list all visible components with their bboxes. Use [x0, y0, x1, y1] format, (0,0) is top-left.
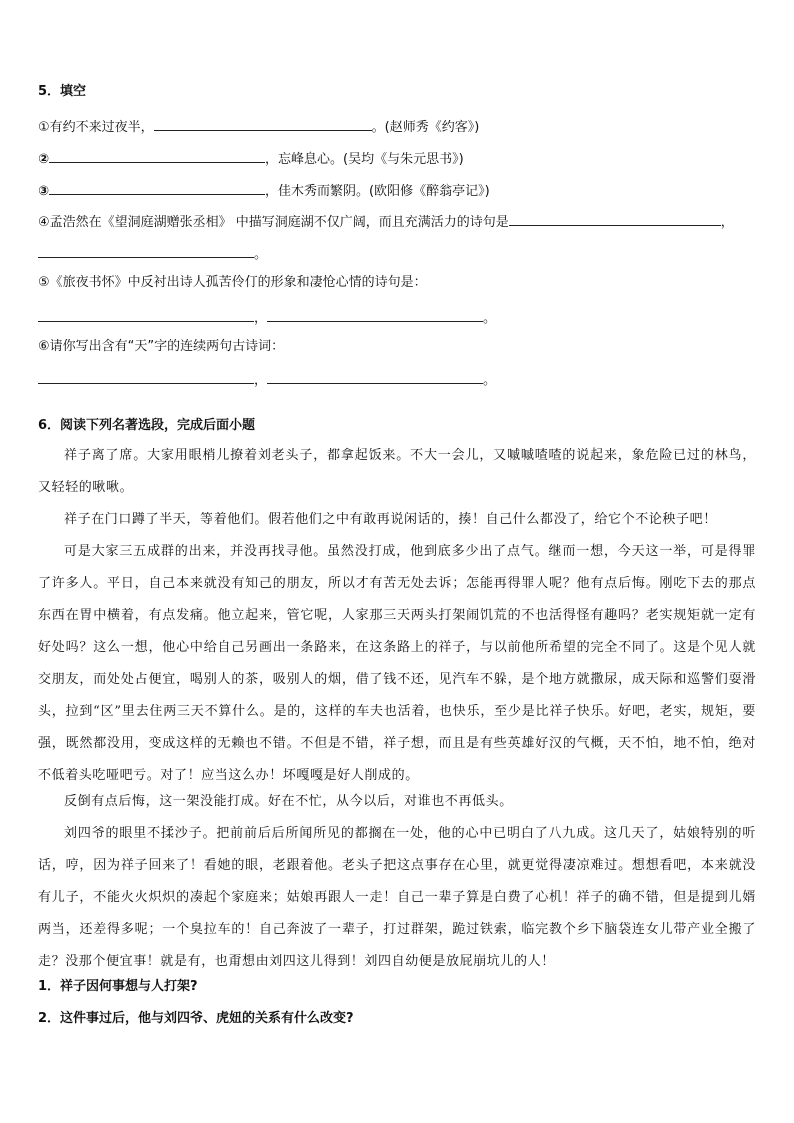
q5-item-4-end: 。 [254, 247, 268, 262]
q5-item-6-comma: ， [254, 373, 268, 388]
q5-item-1-blank[interactable] [154, 117, 372, 131]
q6-passage-p4: 反倒有点后悔，这一架没能打成。好在不忙，从今以后，对谁也不再低头。 [64, 794, 513, 809]
q5-item-5: ⑤《旅夜书怀》中反衬出诗人孤苦伶仃的形象和凄怆心情的诗句是： [38, 275, 427, 290]
q5-title: 5．填空 [38, 84, 87, 99]
q5-item-1 [38, 117, 479, 136]
q6-passage-p2: 祥子在门口蹲了半天，等着他们。假若他们之中有敢再说闲话的，揍！自己什么都没了，给它个不论秧子吧！ [64, 512, 717, 527]
q5-item-4 [38, 212, 734, 231]
q6-sub-question-1: 1．祥子因何事想与人打架? [38, 979, 198, 994]
q5-item-2-blank[interactable] [49, 149, 265, 163]
q5-item-5-answers [38, 308, 496, 327]
q5-item-2 [38, 149, 464, 168]
q5-item-3-number: ③ [38, 184, 50, 199]
q5-item-4-comma: ， [720, 215, 734, 230]
q5-item-2-number: ② [38, 152, 50, 167]
q6-sub-question-2: 2．这件事过后，他与刘四爷、虎妞的关系有什么改变? [38, 1011, 354, 1026]
q6-title: 6．阅读下列名著选段，完成后面小题 [38, 418, 256, 433]
q5-item-2-source: ，忘峰息心。(吴均《与朱元思书》) [265, 152, 464, 167]
q5-item-5-end: 。 [483, 311, 497, 326]
q5-item-4-cont [38, 244, 267, 263]
q5-item-3-source: ，佳木秀而繁阴。(欧阳修《醉翁亭记》) [265, 184, 490, 199]
q5-item-6-blank-a[interactable] [38, 370, 254, 384]
q5-item-3 [38, 181, 490, 200]
q5-item-5-blank-a[interactable] [38, 308, 254, 322]
q5-item-5-comma: ， [254, 311, 268, 326]
q6-passage-p3: 可是大家三五成群的出来，并没再找寻他。虽然没打成，他到底多少出了点气。继而一想，今天这一举，可是得罪了许多人。平日，自己本来就没有知己的朋友，所以才有苦无处去诉；怎能再得罪人呢？他有点后悔。刚吃下去的那点东西在胃中横着，有点发痛。他立起来，管它呢，人家那三天两头打架闹饥荒的不也活得怪有趣吗？老实规矩就一定有好处吗？这么一想，他心中给自己另画出一条路来，在这条路上的祥子，与以前他所希望的完全不同了。这是个见人就交朋友，而处处占便宜，喝别人的茶，吸别人的烟，借了钱不还，见汽车不躲，是个地方就撒尿，成天际和巡警们耍滑头，拉到“区”里去住两三天不算什么。是的，这样的车夫也活着，也快乐，至少是比祥子快乐。好吧，老实，规矩，要强，既然都没用，变成这样的无赖也不错。不但是不错，祥子想，而且是有些英雄好汉的气概，天不怕，地不怕，绝对不低着头吃哑吧亏。对了！应当这么办！坏嘎嘎是好人削成的。 [38, 544, 756, 783]
q5-item-6-answers [38, 370, 496, 389]
q5-item-6: ⑥请你写出含有“天”字的连续两句古诗词： [38, 339, 285, 354]
q5-item-4-blank-b[interactable] [38, 244, 254, 258]
q5-item-6-end: 。 [483, 373, 497, 388]
q6-passage-p5: 刘四爷的眼里不揉沙子。把前前后后所闻所见的都搁在一处，他的心中已明白了八九成。这几天了，姑娘特别的听话，哼，因为祥子回来了！看她的眼，老跟着他。老头子把这点事存在心里，就更觉得凄凉难过。想想看吧，本来就没有儿子，不能火火炽炽的凑起个家庭来；姑娘再跟人一走！自己一辈子算是白费了心机！祥子的确不错，但是提到儿婿两当，还差得多呢；一个臭拉车的！自己奔波了一辈子，打过群架，跪过铁索，临完教个乡下脑袋连女儿带产业全搬了走？没那个便宜事！就是有，也甭想由刘四这儿得到！刘四自幼便是放屁崩坑儿的人！ [38, 826, 756, 969]
q5-item-4-blank-a[interactable] [509, 212, 721, 226]
q5-item-6-blank-b[interactable] [267, 370, 483, 384]
q5-item-1-source: 。(赵师秀《约客》) [371, 120, 480, 135]
q5-item-3-blank[interactable] [49, 181, 265, 195]
q5-item-4-text: ④孟浩然在《望洞庭湖赠张丞相》 中描写洞庭湖不仅广阔，而且充满活力的诗句是 [38, 215, 509, 230]
q6-passage-p1: 祥子离了席。大家用眼梢儿撩着刘老头子，都拿起饭来。不大一会儿，又嘁嘁喳喳的说起来，象危险已过的林鸟，又轻轻的啾啾。 [38, 448, 756, 495]
q5-item-1-prefix: ①有约不来过夜半， [38, 120, 154, 135]
q5-item-5-blank-b[interactable] [267, 308, 483, 322]
